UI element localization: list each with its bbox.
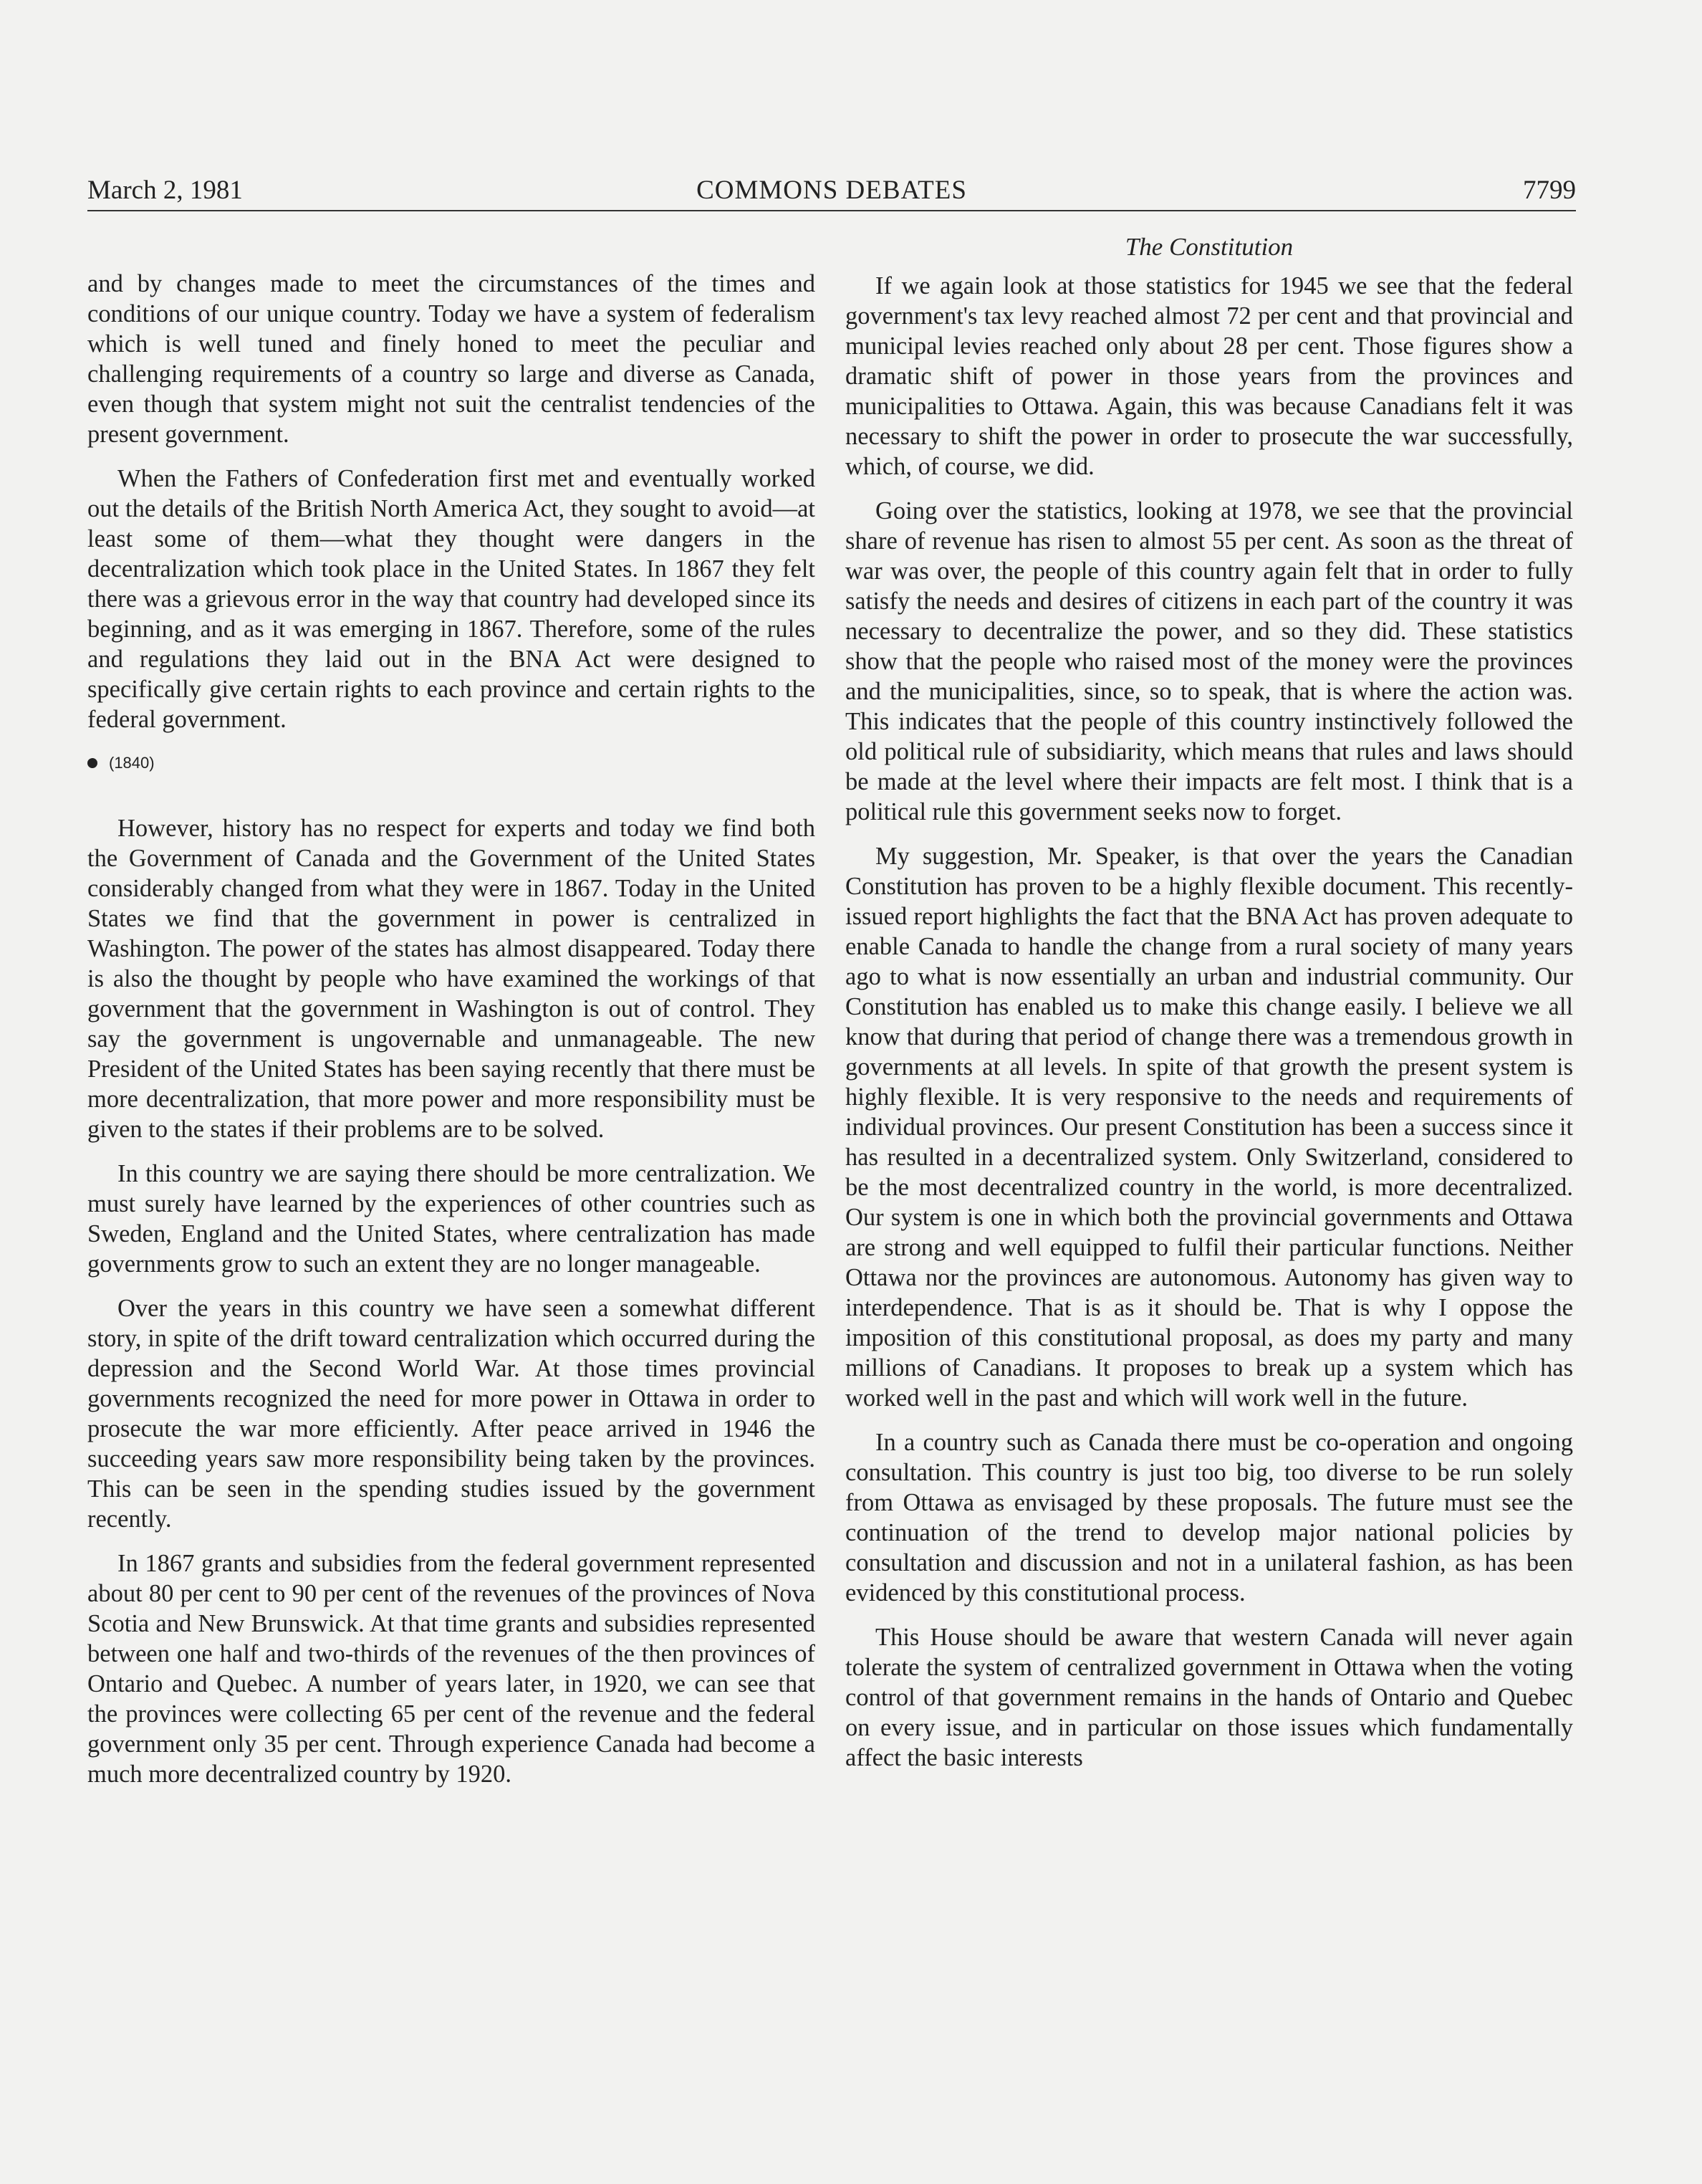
paragraph: When the Fathers of Confederation first met and eventually worked out the details of the British North America Act, they sought to avoid—at least some of them—what they thought were dangers in the decentralization which took place in the United States. In 1867 they felt there was a grievous error in the way that country had developed since its beginning, and as it was emerging in 1867. Therefore, some of the rules and regulations they laid out in the BNA Act were designed to specifically give certain rights to each province and certain rights to the federal government. [87, 465, 815, 733]
time-marker-text: (1840) [109, 754, 155, 772]
paragraph: and by changes made to meet the circumstances of the times and conditions of our unique country. Today we have a system of federalism which is well tuned and finely honed to meet the peculiar and challenging requirements of a country so large and diverse as Canada, even though that system might not suit the centralist tendencies of the present government. [87, 270, 815, 448]
paragraph: Over the years in this country we have seen a somewhat different story, in spite of the drift toward centralization which occurred during the depression and the Second World War. At those times provincial governments recognized the need for more power in Ottawa in order to prosecute the war more efficiently. After peace arrived in 1946 the succeeding years saw more responsibility being taken by the provinces. This can be seen in the spending studies issued by the government recently. [87, 1295, 815, 1533]
paragraph: In this country we are saying there should be more centralization. We must surely have learned by the experiences of other countries such as Sweden, England and the United States, where centralization has made governments grow to such an extent they are no longer manageable. [87, 1160, 815, 1278]
header-date: March 2, 1981 [87, 176, 243, 205]
section-title: The Constitution [1125, 233, 1294, 261]
paragraph: If we again look at those statistics for 1945 we see that the federal government's tax levy reached almost 72 per cent and that provincial and municipal levies reached only about 28 per cent. Those figures show a dramatic shift of power in those years from the provinces and municipalities to Ottawa. Again, this was because Canadians felt it was necessary to shift the power in order to prosecute the war successfully, which, of course, we did. [845, 272, 1573, 480]
paragraph: However, history has no respect for experts and today we find both the Government of Canada and the Government of the United States considerably changed from what they were in 1867. Today in the United States we find that the government in power is centralized in Washington. The power of the states has almost disappeared. Today there is also the thought by people who have examined the workings of that government that the government in Washington is out of control. They say the government is ungovernable and unmanageable. The new President of the United States has been saying recently that there must be more decentralization, that more power and more responsibility must be given to the states if their problems are to be solved. [87, 815, 815, 1143]
page-header [87, 174, 1576, 211]
paragraph: In 1867 grants and subsidies from the federal government represented about 80 per cent to 90 per cent of the revenues of the provinces of Nova Scotia and New Brunswick. At that time grants and subsidies represented between one half and two-thirds of the revenues of the then provinces of Ontario and Quebec. A number of years later, in 1920, we can see that the provinces were collecting 65 per cent of the revenue and the federal government only 35 per cent. Through experience Canada had become a much more decentralized country by 1920. [87, 1550, 815, 1788]
paragraph: In a country such as Canada there must be co-operation and ongoing consultation. This country is just too big, too diverse to be run solely from Ottawa as envisaged by these proposals. The future must see the continuation of the trend to develop major national policies by consultation and discussion and not in a unilateral fashion, as has been evidenced by this constitutional process. [845, 1429, 1573, 1606]
paragraph: This House should be aware that western Canada will never again tolerate the system of centralized government in Ottawa when the voting control of that government remains in the hands of Ontario and Quebec on every issue, and in particular on those issues which fundamentally affect the basic interests [845, 1624, 1573, 1771]
bullet-icon [87, 758, 97, 768]
header-page-number: 7799 [1523, 176, 1576, 205]
paragraph: Going over the statistics, looking at 1978, we see that the provincial share of revenue has risen to almost 55 per cent. As soon as the threat of war was over, the people of this country again felt that in order to fully satisfy the needs and desires of citizens in each part of the country it was necessary to decentralize the power, and so they did. These statistics show that the people who raised most of the money were the provinces and the municipalities, since, so to speak, that is where the action was. This indicates that the people of this country instinctively followed the old political rule of subsidiarity, which means that rules and laws should be made at the level where their impacts are felt most. I think that is a political rule this government seeks now to forget. [845, 497, 1573, 825]
header-title: COMMONS DEBATES [696, 176, 967, 205]
left-column [87, 269, 815, 1804]
paragraph: My suggestion, Mr. Speaker, is that over the years the Canadian Constitution has proven to be a highly flexible document. This recently-issued report highlights the fact that the BNA Act has proven adequate to enable Canada to handle the change from a rural society of many years ago to what is now essentially an urban and industrial community. Our Constitution has enabled us to make this change easily. I believe we all know that during that period of change there was a tremendous growth in governments at all levels. In spite of that growth the present system is highly flexible. It is very responsive to the needs and requirements of individual provinces. Our present Constitution has been a success since it has resulted in a decentralized system. Only Switzerland, considered to be the most decentralized country in the world, is more decentralized. Our system is one in which both the provincial governments and Ottawa are strong and well equipped to fulfil their particular functions. Neither Ottawa nor the provinces are autonomous. Autonomy has given way to interdependence. That is as it should be. That is why I oppose the imposition of this constitutional proposal, as does my party and many millions of Canadians. It proposes to break up a system which has worked well in the past and which will work well in the future. [845, 843, 1573, 1412]
time-marker [87, 749, 815, 777]
right-column [845, 231, 1573, 1787]
